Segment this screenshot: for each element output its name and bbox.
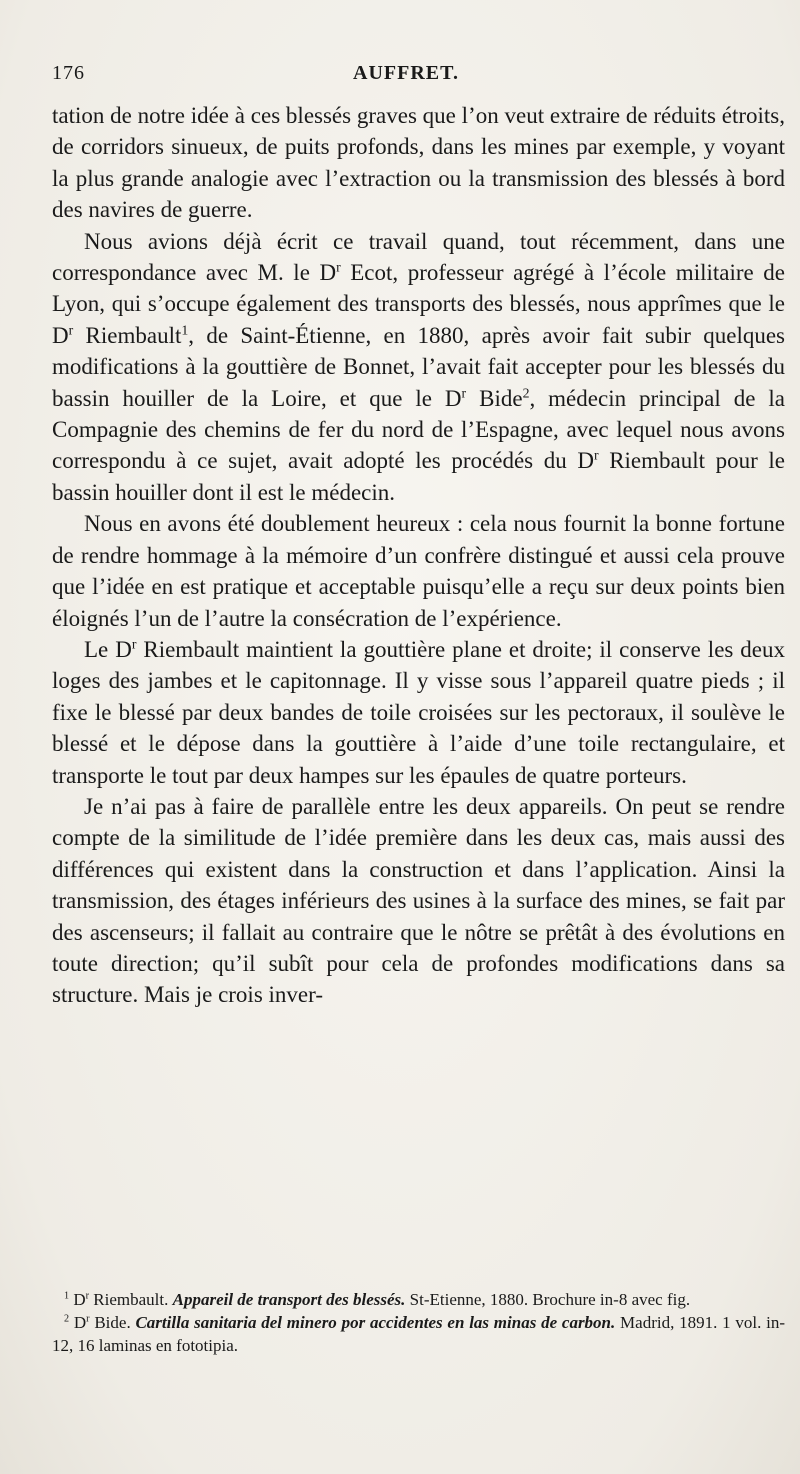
footnote-author-name: Riembault. xyxy=(89,1290,173,1309)
superscript: r xyxy=(593,447,599,463)
text-run: Riembault maintient la gouttière plane et droite; il conserve les deux loges des jambes et le capitonnage. Il y visse sous l’appareil quatre pieds ; il fixe le blessé par deux bandes de toile croisées sur les pectoraux, il soulève le blessé et le dépose dans la gouttière à l’aide d’une toile rectangulaire, et transporte le tout par deux hampes sur les épaules de quatre porteurs. xyxy=(52,636,785,788)
superscript: r xyxy=(461,385,467,400)
footnote-mark: 1 xyxy=(64,1290,70,1302)
body-text xyxy=(52,100,785,1011)
paragraph-1: tation de notre idée à ces blessés graves que l’on veut extraire de réduits étroits, de corridors sinueux, de puits profonds, dans les mines par exemple, y voyant la plus grande analogie avec l’extraction ou la transmission des blessés à bord des navires de guerre. xyxy=(52,103,785,223)
text-run: , de Saint-Étienne, en 1880, après avoir fait subir quelques modifications à la gouttière de Bonnet, l’avait fait accepter pour les blessés du bassin houiller de la Loire, et que le D xyxy=(52,322,785,411)
text-run: Riembault xyxy=(73,322,182,348)
footnote-1 xyxy=(52,1288,785,1311)
superscript: r xyxy=(131,636,137,652)
footnote-ref-1: 1 xyxy=(181,322,189,338)
text-run: Bide xyxy=(466,385,523,411)
text-run: Ecot, professeur agrégé à l’école militaire de Lyon, qui s’occupe également des transports des blessés, nous apprîmes que le D xyxy=(52,260,785,348)
footnote-author-name: Bide. xyxy=(89,1313,136,1332)
footnote-2 xyxy=(52,1311,785,1357)
paragraph-4 xyxy=(52,634,785,791)
superscript: r xyxy=(86,1313,90,1325)
paragraph-3: Nous en avons été doublement heureux : cela nous fournit la bonne fortune de rendre hommage à la mémoire d’un confrère distingué et aussi cela prouve que l’idée en est pratique et acceptable puisqu’elle a reçu sur deux points bien éloignés l’un de l’autre la consécration de l’expérience. xyxy=(52,511,785,631)
running-title: AUFFRET. xyxy=(353,62,459,84)
footnote-mark: 2 xyxy=(64,1313,70,1325)
footnote-ref-2: 2 xyxy=(522,385,530,400)
footnote-title: Cartilla sanitaria del minero por accidentes en las minas de carbon. xyxy=(135,1313,616,1332)
footnote-author: D xyxy=(73,1290,86,1309)
footnote-details: St-Etienne, 1880. Brochure in-8 avec fig. xyxy=(405,1290,691,1309)
footnotes xyxy=(52,1288,785,1357)
superscript: r xyxy=(68,322,74,338)
paragraph-2 xyxy=(52,226,785,509)
footnote-details: Madrid, 1891. 1 vol. in-12, 16 laminas en fototipia. xyxy=(52,1313,786,1355)
text-run: Le D xyxy=(84,636,132,662)
text-run: Nous avions déjà écrit ce travail quand, tout récemment, dans une correspondance avec M. le D xyxy=(52,228,785,286)
superscript: r xyxy=(336,259,341,275)
page-header xyxy=(52,62,760,90)
paragraph-5: Je n’ai pas à faire de parallèle entre les deux appareils. On peut se rendre compte de la similitude de l’idée première dans les deux cas, mais aussi des différences qui existent dans la construction et dans l’application. Ainsi la transmission, des étages inférieurs des usines à la surface des mines, se fait par des ascenseurs; il fallait au contraire que le nôtre se prêtât à des évolutions en toute direction; qu’il subît pour cela de profondes modifications dans sa structure. Mais je crois inver- xyxy=(52,793,785,1008)
page-number: 176 xyxy=(52,62,85,84)
footnote-author: D xyxy=(73,1313,87,1332)
text-run: , médecin principal de la Compagnie des chemins de fer du nord de l’Espagne, avec lequel nous avons correspondu à ce sujet, avait adopté les procédés du D xyxy=(52,385,785,474)
text-run: Riembault pour le bassin houiller dont il est le médecin. xyxy=(52,448,786,505)
superscript: r xyxy=(85,1290,90,1302)
footnote-title: Appareil de transport des blessés. xyxy=(172,1290,406,1309)
